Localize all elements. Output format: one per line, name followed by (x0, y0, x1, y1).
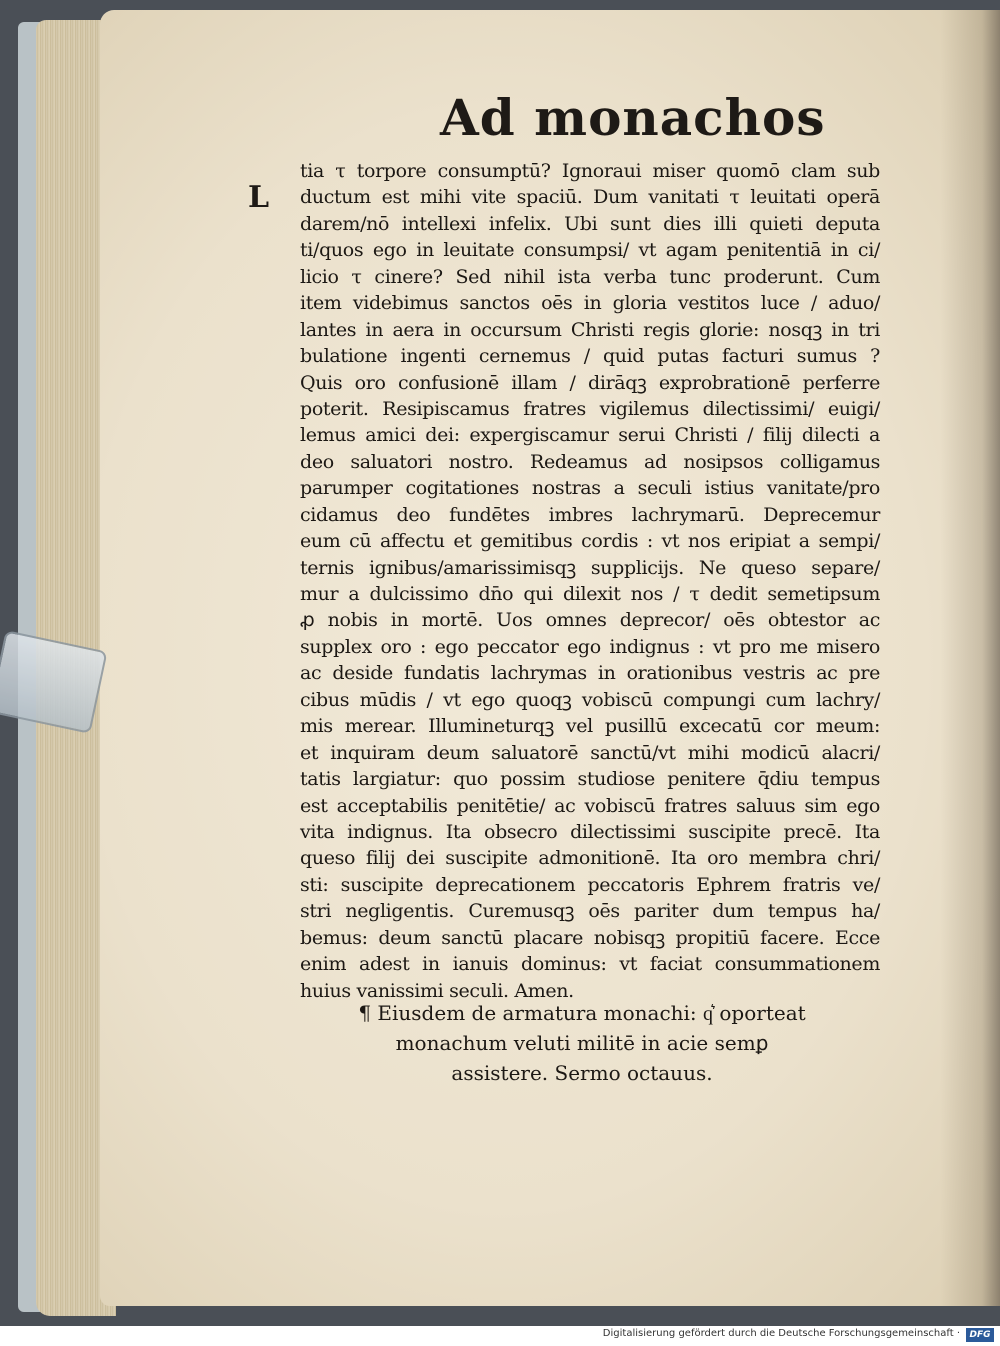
text-line: tia τ torpore consumptū? Ignoraui miser quomō clam sub (300, 160, 880, 182)
text-line: bemus: deum sanctū placare nobisqꝫ propitiū facere. Ecce (300, 926, 880, 949)
text-line: item videbimus sanctos oēs in gloria vestitos luce / aduo/ (300, 292, 880, 315)
funding-notice: Digitalisierung gefördert durch die Deutsche Forschungsgemeinschaft · (602, 1328, 960, 1339)
rubric-line: ¶ Eiusdem de armatura monachi: q͛ oporteat (358, 1001, 806, 1025)
text-line: stri negligentis. Curemusqꝫ oēs pariter dum tempus ha/ (300, 900, 880, 923)
text-line: ꝓ nobis in mortē. Uos omnes deprecor/ oēs obtestor ac (300, 609, 880, 632)
text-line: licio τ cinere? Sed nihil ista verba tunc proderunt. Cum (300, 265, 880, 288)
signature-mark: L (248, 180, 270, 215)
dfg-logo: DFG (966, 1328, 994, 1342)
text-line: lemus amici dei: expergiscamur serui Christi / filij dilecti a (300, 424, 880, 447)
sermon-heading (352, 998, 812, 1088)
text-line: cibus mūdis / vt ego quoqꝫ vobiscū compungi cum lachry/ (300, 688, 880, 711)
footer-bar (0, 1326, 1000, 1346)
text-line: ductum est mihi vite spaciū. Dum vanitati τ leuitati operā (300, 186, 880, 209)
text-line: cidamus deo fundētes imbres lachrymarū. Deprecemur (300, 503, 880, 526)
page-gutter (940, 10, 1000, 1306)
text-line: deo saluatori nostro. Redeamus ad nosipsos colligamus (300, 450, 880, 473)
text-line: bulatione ingenti cernemus / quid putas facturi sumus ? (300, 345, 880, 368)
text-line: mis merear. Illumineturqꝫ vel pusillū excecatū cor meum: (300, 715, 880, 738)
text-line: poterit. Resipiscamus fratres vigilemus dilectissimi/ euigi/ (300, 397, 880, 420)
text-line: sti: suscipite deprecationem peccatoris Ephrem fratris ve/ (300, 873, 880, 896)
body-text (300, 158, 880, 1004)
text-line: mur a dulcissimo dn̄o qui dilexit nos / τ dedit semetipsum (300, 583, 880, 605)
text-line: eum cū affectu et gemitibus cordis : vt nos eripiat a sempi/ (300, 530, 880, 553)
text-line: queso filij dei suscipite admonitionē. Ita oro membra chri/ (300, 847, 880, 870)
text-line: ac deside fundatis lachrymas in orationibus vestris ac pre (300, 662, 880, 685)
text-line: et inquiram deum saluatorē sanctū/vt mihi modicū alacri/ (300, 741, 880, 764)
text-line: lantes in aera in occursum Christi regis glorie: nosqꝫ in tri (300, 318, 880, 341)
text-line: supplex oro : ego peccator ego indignus : vt pro me misero (300, 635, 880, 658)
text-line: darem/nō intellexi infelix. Ubi sunt dies illi quieti deputa (300, 212, 880, 235)
text-line: parumper cogitationes nostras a seculi istius vanitate/pro (300, 477, 880, 500)
text-line: Quis oro confusionē illam / dirāqꝫ exprobrationē perferre (300, 371, 880, 394)
text-line: enim adest in ianuis dominus: vt faciat consummationem (300, 953, 880, 976)
text-line: est acceptabilis penitētie/ ac vobiscū fratres saluus sim ego (300, 794, 880, 817)
rubric-line: monachum veluti militē in acie semꝑ (395, 1031, 769, 1055)
text-line: huius vanissimi seculi. Amen. (300, 979, 574, 1002)
running-header: Ad monachos (440, 88, 826, 147)
text-line: ti/quos ego in leuitate consumpsi/ vt agam penitentiā in ci/ (300, 239, 880, 262)
text-line: vita indignus. Ita obsecro dilectissimi suscipite precē. Ita (300, 820, 880, 843)
rubric-line: assistere. Sermo octauus. (451, 1061, 713, 1085)
text-line: tatis largiatur: quo possim studiose penitere q̄diu tempus (300, 768, 880, 791)
text-line: ternis ignibus/amarissimisqꝫ supplicijs. Ne queso separe/ (300, 556, 880, 579)
